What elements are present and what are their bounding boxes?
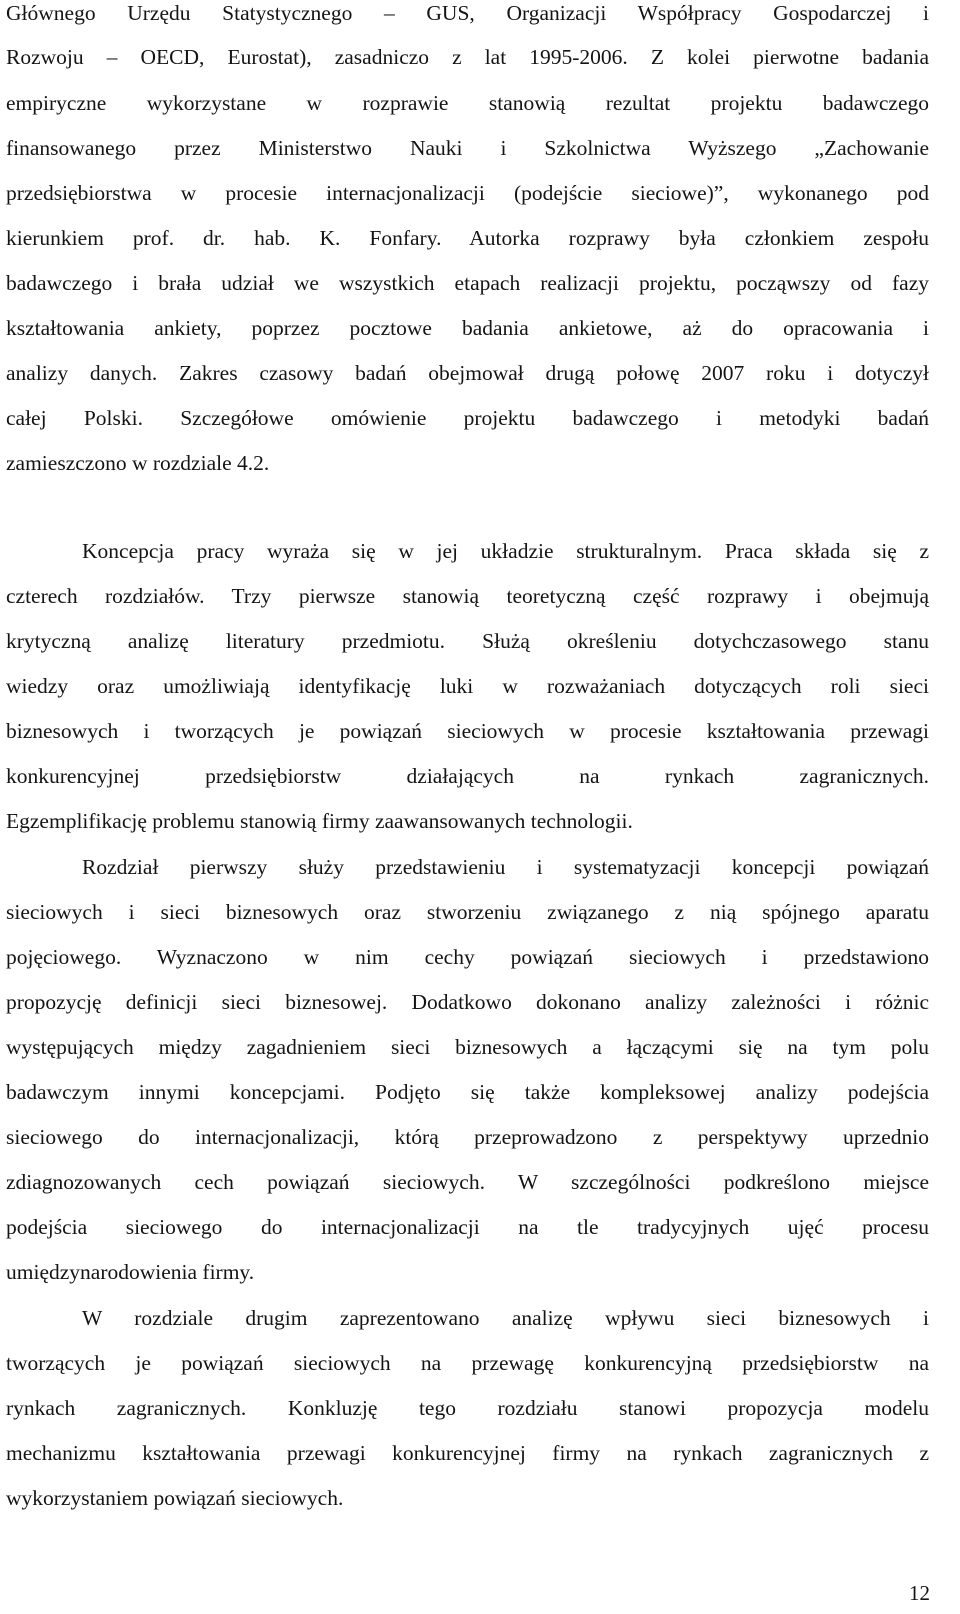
text-line: zamieszczono w rozdziale 4.2. [6, 451, 270, 475]
text-line: podejścia sieciowego do internacjonalizacji na tle tradycyjnych ujęć procesu [6, 1215, 929, 1239]
text-line: kierunkiem prof. dr. hab. K. Fonfary. Autorka rozprawy była członkiem zespołu [6, 226, 929, 250]
text-line: Rozwoju – OECD, Eurostat), zasadniczo z lat 1995-2006. Z kolei pierwotne badania [6, 45, 929, 69]
text-line: badawczego i brała udział we wszystkich etapach realizacji projektu, począwszy od fazy [6, 271, 929, 295]
text-line: zdiagnozowanych cech powiązań sieciowych. W szczególności podkreślono miejsce [6, 1170, 929, 1194]
text-line: analizy danych. Zakres czasowy badań obejmował drugą połowę 2007 roku i dotyczył [6, 361, 929, 385]
text-line: wykorzystaniem powiązań sieciowych. [6, 1486, 344, 1510]
paragraph-work-structure [6, 536, 929, 833]
paragraph-data-sources [6, 0, 929, 475]
text-line: kształtowania ankiety, poprzez pocztowe badania ankietowe, aż do opracowania i [6, 316, 929, 340]
page-number: 12 [909, 1581, 930, 1605]
text-line: empiryczne wykorzystane w rozprawie stanowią rezultat projektu badawczego [6, 91, 929, 115]
text-line: Głównego Urzędu Statystycznego – GUS, Organizacji Współpracy Gospodarczej i [6, 1, 929, 25]
text-line: przedsiębiorstwa w procesie internacjonalizacji (podejście sieciowe)”, wykonanego pod [6, 181, 929, 205]
text-line: Koncepcja pracy wyraża się w jej układzie strukturalnym. Praca składa się z [82, 539, 929, 563]
text-line: całej Polski. Szczegółowe omówienie projektu badawczego i metodyki badań [6, 406, 929, 430]
text-line: sieciowego do internacjonalizacji, którą przeprowadzono z perspektywy uprzednio [6, 1125, 929, 1149]
text-line: konkurencyjnej przedsiębiorstw działających na rynkach zagranicznych. [6, 764, 929, 788]
paragraph-chapter-one [6, 852, 929, 1284]
text-line: propozycję definicji sieci biznesowej. Dodatkowo dokonano analizy zależności i różnic [6, 990, 929, 1014]
text-line: pojęciowego. Wyznaczono w nim cechy powiązań sieciowych i przedstawiono [6, 945, 929, 969]
text-line: biznesowych i tworzących je powiązań sieciowych w procesie kształtowania przewagi [6, 719, 929, 743]
text-line: badawczym innymi koncepcjami. Podjęto się także kompleksowej analizy podejścia [6, 1080, 929, 1104]
text-line: sieciowych i sieci biznesowych oraz stworzeniu związanego z nią spójnego aparatu [6, 900, 929, 924]
text-line: występujących między zagadnieniem sieci biznesowych a łączącymi się na tym polu [6, 1035, 929, 1059]
text-line: czterech rozdziałów. Trzy pierwsze stanowią teoretyczną część rozprawy i obejmują [6, 584, 929, 608]
text-line: krytyczną analizę literatury przedmiotu. Służą określeniu dotychczasowego stanu [6, 629, 929, 653]
text-line: mechanizmu kształtowania przewagi konkurencyjnej firmy na rynkach zagranicznych z [6, 1441, 929, 1465]
text-line: tworzących je powiązań sieciowych na przewagę konkurencyjną przedsiębiorstw na [6, 1351, 929, 1375]
text-line: umiędzynarodowienia firmy. [6, 1260, 255, 1284]
paragraph-chapter-two [6, 1303, 929, 1510]
text-line: finansowanego przez Ministerstwo Nauki i Szkolnictwa Wyższego „Zachowanie [6, 136, 929, 160]
text-line: rynkach zagranicznych. Konkluzję tego rozdziału stanowi propozycja modelu [6, 1396, 929, 1420]
text-line: Rozdział pierwszy służy przedstawieniu i systematyzacji koncepcji powiązań [82, 855, 929, 879]
text-line: W rozdziale drugim zaprezentowano analizę wpływu sieci biznesowych i [82, 1306, 929, 1330]
text-line: wiedzy oraz umożliwiają identyfikację luki w rozważaniach dotyczących roli sieci [6, 674, 929, 698]
text-line: Egzemplifikację problemu stanowią firmy zaawansowanych technologii. [6, 809, 633, 833]
